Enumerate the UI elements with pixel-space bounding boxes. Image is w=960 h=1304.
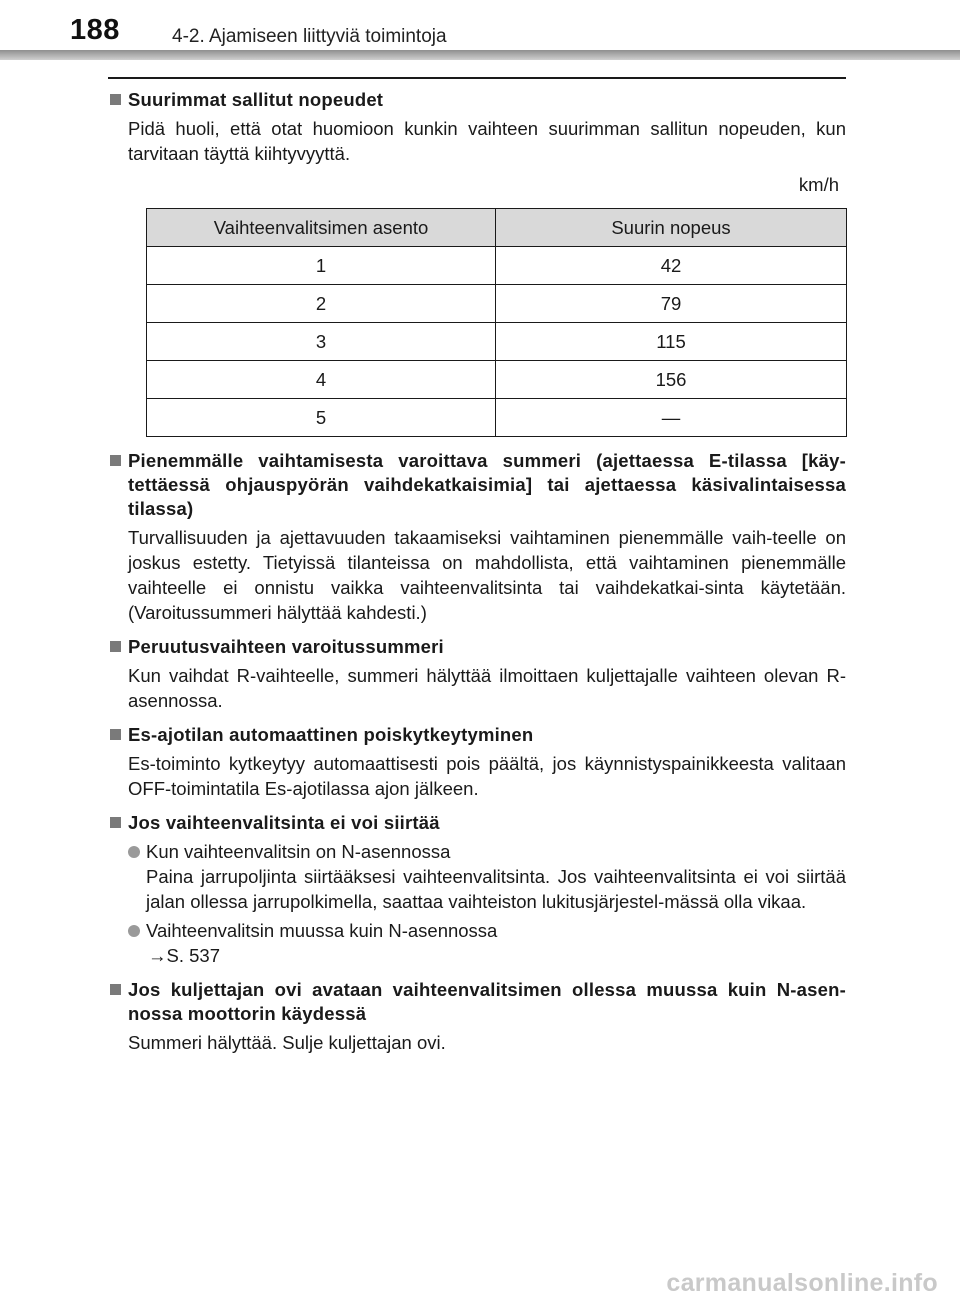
bullet-title: Kun vaihteenvalitsin on N-asennossa [146,841,451,862]
page-reference-link[interactable]: →S. 537 [148,945,220,966]
table-cell: 2 [147,285,496,323]
page-content [108,88,846,1065]
circle-bullet-icon [128,846,140,858]
table-cell: 79 [496,285,847,323]
section-text: Summeri hälyttää. Sulje kuljettajan ovi. [128,1032,446,1053]
table-row [147,285,847,323]
table-row [147,399,847,437]
list-item [128,918,846,968]
section-title: 4-2. Ajamiseen liittyviä toimintoja [172,26,447,47]
table-cell: 42 [496,247,847,285]
table-cell: 3 [147,323,496,361]
table-header-row [147,209,847,247]
section-heading: Pienemmälle vaihtamisesta varoittava summeri (ajettaessa E-tilassa [käy-tettäessä ohjauspyörän vaihdekatkaisimia] tai ajettaessa käsivalintaisessa tilassa) [128,450,846,519]
table-cell: 4 [147,361,496,399]
section-door-open [108,978,846,1055]
table-header-cell: Vaihteenvalitsimen asento [147,209,496,247]
section-downshift-buzzer [108,449,846,625]
bullet-text: Paina jarrupoljinta siirtääksesi vaihteenvalitsinta. Jos vaihteenvalitsinta ei voi siirtää jalan ollessa jarrupolkimella, saattaa vaihteiston lukitusjärjestel-mässä olla vikaa. [146,866,846,912]
section-heading: Peruutusvaihteen varoitussummeri [128,636,444,657]
table-header-cell: Suurin nopeus [496,209,847,247]
table-row [147,323,847,361]
table-cell: — [496,399,847,437]
bullet-title: Vaihteenvalitsin muussa kuin N-asennossa [146,920,498,941]
square-bullet-icon [110,641,121,652]
square-bullet-icon [110,94,121,105]
square-bullet-icon [110,729,121,740]
square-bullet-icon [110,817,121,828]
section-max-speeds [108,88,846,437]
section-text: Turvallisuuden ja ajettavuuden takaamiseksi vaihtaminen pienemmälle vaih-teelle on joskus estetty. Tietyissä tilanteissa on mahdollista, että vaihtaminen pienemmälle vaihteelle ei onnistu vaikka vaihteenvalitsinta tai vaihdekatkai-sinta käytetään. (Varoitussummeri hälyttää kahdesti.) [128,527,846,623]
page-header [0,0,960,62]
table-cell: 156 [496,361,847,399]
top-rule [108,77,846,79]
list-item [128,839,846,914]
max-speed-table [146,208,847,437]
section-text: Es-toiminto kytkeytyy automaattisesti pois päältä, jos käynnistyspainikkeesta valitaan OFF-toimintatila Es-ajotilassa ajon jälkeen. [128,753,846,799]
section-heading: Suurimmat sallitut nopeudet [128,89,384,110]
watermark: carmanualsonline.info [666,1269,938,1297]
section-heading: Jos vaihteenvalitsinta ei voi siirtää [128,812,440,833]
header-band [0,50,960,60]
circle-bullet-icon [128,925,140,937]
speed-unit-label: km/h [798,174,839,195]
square-bullet-icon [110,984,121,995]
table-row [147,361,847,399]
section-heading: Es-ajotilan automaattinen poiskytkeytyminen [128,724,534,745]
section-text: Pidä huoli, että otat huomioon kunkin vaihteen suurimman sallitun nopeuden, kun tarvitaan täyttä kiihtyvyyttä. [128,118,846,164]
square-bullet-icon [110,455,121,466]
table-cell: 5 [147,399,496,437]
table-row [147,247,847,285]
section-text: Kun vaihdat R-vaihteelle, summeri hälyttää ilmoittaen kuljettajalle vaihteen olevan R-asennossa. [128,665,846,711]
section-heading: Jos kuljettajan ovi avataan vaihteenvalitsimen ollessa muussa kuin N-asen-nossa moottorin käydessä [128,979,846,1024]
table-cell: 1 [147,247,496,285]
section-shift-stuck [108,811,846,968]
page-number: 188 [70,14,120,46]
table-cell: 115 [496,323,847,361]
section-es-cancel [108,723,846,801]
section-reverse-buzzer [108,635,846,713]
